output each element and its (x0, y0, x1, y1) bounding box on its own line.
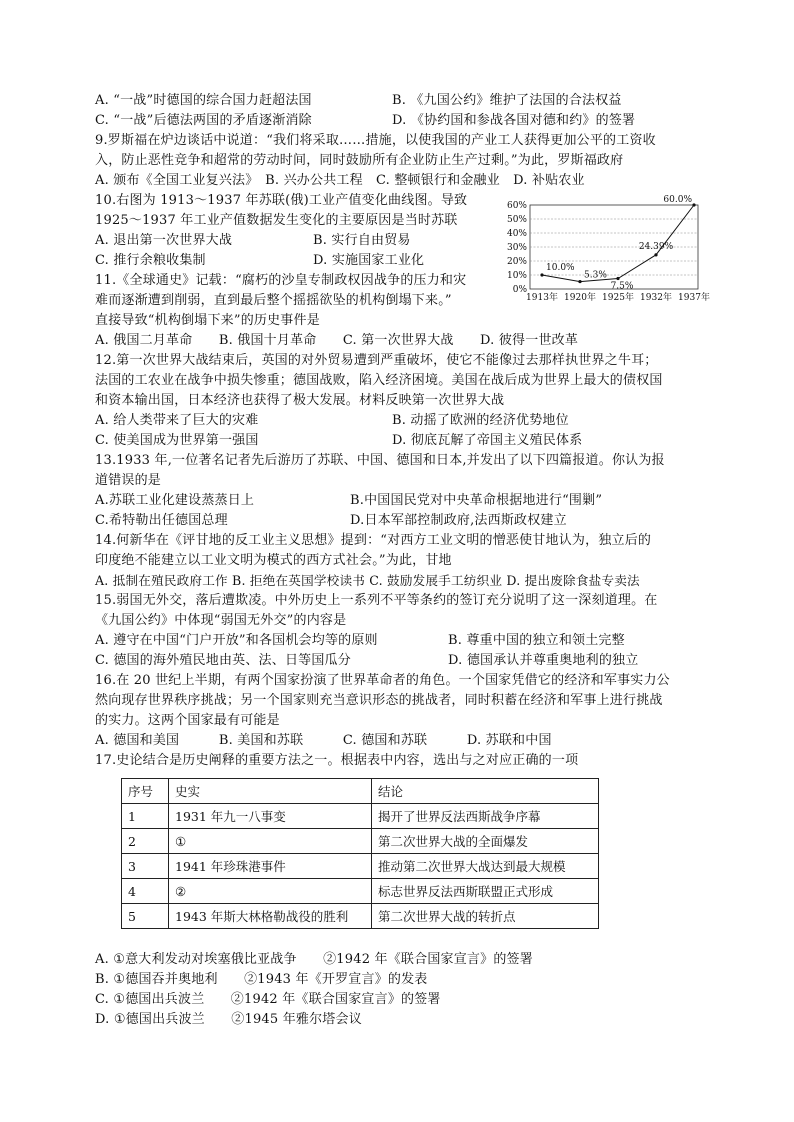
q17-option-d: D. ①德国出兵波兰 ②1945 年雅尔塔会议 (95, 1012, 362, 1027)
table-cell: 5 (122, 904, 169, 929)
q12-option-d: D. 彻底瓦解了帝国主义殖民体系 (392, 433, 583, 448)
table-cell: ② (169, 879, 372, 904)
q17-option-a: A. ①意大利发动对埃塞俄比亚战争 ②1942 年《联合国家宣言》的签署 (95, 952, 533, 967)
q17-option-b: B. ①德国吞并奥地利 ②1943 年《开罗宣言》的发表 (95, 972, 428, 987)
table-cell: 3 (122, 854, 169, 879)
q12-option-a: A. 给人类带来了巨大的灾难 (95, 413, 259, 428)
q12-stem-1: 12.第一次世界大战结束后，英国的对外贸易遭到严重破坏，使它不能像过去那样执世界之牛耳； (95, 353, 658, 368)
q17-stem: 17.史论结合是历史阐释的重要方法之一。根据表中内容，选出与之对应正确的一项 (95, 753, 579, 768)
data-point (692, 203, 695, 206)
table-cell: 1 (122, 804, 169, 829)
table-row (122, 829, 599, 854)
data-label: 5.3% (584, 270, 607, 281)
q16-options: A. 德国和美国 B. 美国和苏联 C. 德国和苏联 D. 苏联和中国 (95, 733, 552, 748)
q8-option-c: C. “一战”后德法两国的矛盾逐渐消除 (95, 113, 312, 128)
q13-option-c: C.希特勒出任德国总理 (95, 513, 228, 528)
q8-option-b: B. 《九国公约》维护了法国的合法权益 (392, 93, 622, 108)
y-tick-label: 60% (506, 201, 527, 211)
data-label: 10.0% (546, 263, 575, 273)
q10-option-a: A. 退出第一次世界大战 (95, 233, 233, 248)
q10-stem-2: 1925～1937 年工业产值数据发生变化的主要原因是当时苏联 (95, 213, 458, 228)
x-tick-label: 1913年 (526, 293, 558, 303)
x-tick-label: 1937年 (678, 293, 710, 303)
q10-stem-1: 10.右图为 1913～1937 年苏联(俄)工业产值变化曲线图。导致 (95, 193, 468, 208)
data-point (654, 253, 657, 256)
q11-stem-1: 11.《全球通史》记载：“腐朽的沙皇专制政权因战争的压力和灾 (95, 273, 467, 288)
table-cell: 1941 年珍珠港事件 (169, 854, 372, 879)
q15-option-d: D. 德国承认并尊重奥地利的独立 (448, 653, 639, 668)
q15-stem-1: 15.弱国无外交，落后遭欺凌。中外历史上一系列不平等条约的签订充分说明了这一深刻道理。在 (95, 593, 658, 608)
q16-stem-1: 16.在 20 世纪上半期，有两个国家扮演了世界革命者的角色。一个国家凭借它的经济和军事实力公 (95, 673, 670, 688)
q16-stem-3: 的实力。这两个国家最有可能是 (95, 713, 280, 728)
q14-options: A. 抵制在殖民政府工作 B. 拒绝在英国学校读书 C. 鼓励发展手工纺织业 D. 提出废除食盐专卖法 (95, 573, 640, 588)
y-tick-label: 10% (506, 271, 527, 281)
q8-option-a: A. “一战”时德国的综合国力赶超法国 (95, 93, 312, 108)
industrial-output-chart (500, 193, 710, 311)
table-header-cell: 史实 (169, 779, 372, 804)
table-cell: 1931 年九一八事变 (169, 804, 372, 829)
q13-stem-1: 13.1933 年,一位著名记者先后游历了苏联、中国、德国和日本,并发出了以下四篇报道。你认为报 (95, 453, 665, 468)
q10-option-d: D. 实施国家工业化 (313, 253, 425, 268)
q11-options: A. 俄国二月革命 B. 俄国十月革命 C. 第一次世界大战 D. 彼得一世改革 (95, 333, 579, 348)
q10-option-b: B. 实行自由贸易 (313, 233, 411, 248)
data-point (616, 277, 619, 280)
y-tick-label: 0% (512, 285, 527, 295)
q9-options: A. 颁布《全国工业复兴法》 B. 兴办公共工程 C. 整顿银行和金融业 D. 补贴农业 (95, 173, 585, 188)
table-cell: 揭开了世界反法西斯战争序幕 (372, 804, 599, 829)
table-cell: 第二次世界大战的转折点 (372, 904, 599, 929)
table-row (122, 804, 599, 829)
table-cell: 2 (122, 829, 169, 854)
q9-stem-2: 入，防止恶性竞争和超常的劳动时间，同时鼓励所有企业防止生产过剩。”为此，罗斯福政府 (95, 153, 624, 168)
q14-stem-2: 印度绝不能建立以工业文明为模式的西方式社会。”为此，甘地 (95, 553, 452, 568)
q12-option-b: B. 动摇了欧洲的经济优势地位 (392, 413, 569, 428)
table-header-cell: 序号 (122, 779, 169, 804)
q13-option-a: A.苏联工业化建设蒸蒸日上 (95, 493, 255, 508)
x-tick-label: 1925年 (602, 293, 634, 303)
q9-stem-1: 9.罗斯福在炉边谈话中说道：“我们将采取……措施，以使我国的产业工人获得更加公平的工资收 (95, 133, 656, 148)
data-point (540, 273, 543, 276)
data-label: 24.39% (638, 241, 674, 252)
q10-option-c: C. 推行余粮收集制 (95, 253, 206, 268)
table-cell: 第二次世界大战的全面爆发 (372, 829, 599, 854)
table-cell: 1943 年斯大林格勒战役的胜利 (169, 904, 372, 929)
q12-stem-2: 法国的工农业在战争中损失惨重；德国战败，陷入经济困境。美国在战后成为世界上最大的债权国 (95, 373, 663, 388)
x-tick-label: 1920年 (564, 293, 596, 303)
x-tick-label: 1932年 (640, 293, 672, 303)
q11-stem-3: 直接导致“机构倒塌下来”的历史事件是 (95, 313, 320, 328)
table-cell: 推动第二次世界大战达到最大规模 (372, 854, 599, 879)
table-cell: 4 (122, 879, 169, 904)
y-tick-label: 20% (506, 257, 527, 267)
table-row (122, 904, 599, 929)
data-point (578, 280, 581, 283)
table-row (122, 854, 599, 879)
table-cell: ① (169, 829, 372, 854)
q11-stem-2: 难而逐渐遭到削弱，直到最后整个摇摇欲坠的机构倒塌下来。” (95, 293, 452, 308)
q15-option-c: C. 德国的海外殖民地由英、法、日等国瓜分 (95, 653, 351, 668)
q13-option-b: B.中国国民党对中央革命根据地进行“围剿” (350, 493, 603, 508)
table-header-cell: 结论 (372, 779, 599, 804)
table-cell: 标志世界反法西斯联盟正式形成 (372, 879, 599, 904)
q16-stem-2: 然向现存世界秩序挑战；另一个国家则充当意识形态的挑战者，同时积蓄在经济和军事上进行挑战 (95, 693, 663, 708)
table-row (122, 879, 599, 904)
q13-option-d: D.日本军部控制政府,法西斯政权建立 (350, 513, 567, 528)
q12-stem-3: 和资本输出国，日本经济也获得了极大发展。材料反映第一次世界大战 (95, 393, 505, 408)
q8-option-d: D. 《协约国和参战各国对德和约》的签署 (392, 113, 636, 128)
y-tick-label: 50% (506, 215, 527, 225)
q15-option-b: B. 尊重中国的独立和领土完整 (448, 633, 625, 648)
y-tick-label: 40% (506, 229, 527, 239)
data-label: 60.0% (663, 195, 692, 205)
q15-option-a: A. 遵守在中国“门户开放”和各国机会均等的原则 (95, 633, 378, 648)
y-tick-label: 30% (506, 243, 527, 253)
q12-option-c: C. 使美国成为世界第一强国 (95, 433, 259, 448)
q13-stem-2: 道错误的是 (95, 473, 162, 488)
q17-option-c: C. ①德国出兵波兰 ②1942 年《联合国家宣言》的签署 (95, 992, 441, 1007)
q14-stem-1: 14.何新华在《评甘地的反工业主义思想》提到：“对西方工业文明的憎恶使甘地认为，独立后的 (95, 533, 652, 548)
table-header-row (122, 779, 599, 804)
q15-stem-2: 《九国公约》中体现“弱国无外交”的内容是 (95, 613, 347, 628)
history-table (121, 778, 599, 929)
data-label: 7.5% (610, 281, 634, 292)
